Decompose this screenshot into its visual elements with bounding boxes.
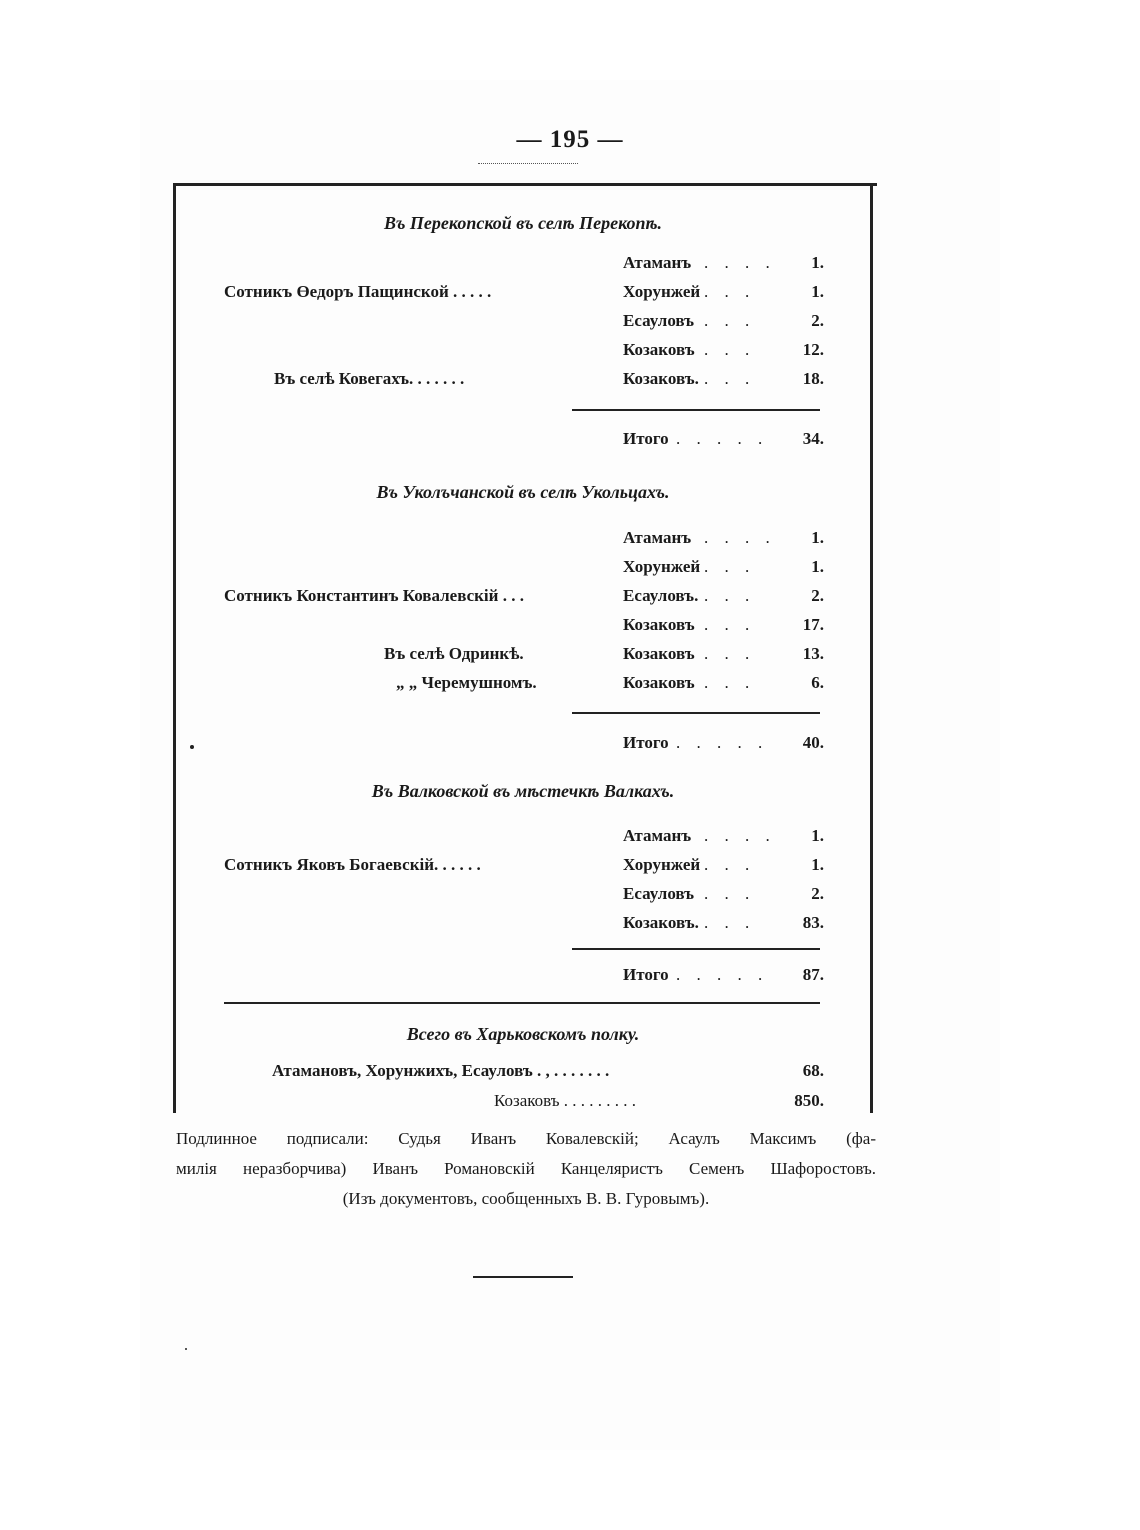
grand-total-officers-label: Атамановъ, Хорунжихъ, Есауловъ . , . . . . . . . xyxy=(272,1061,610,1080)
section-heading: Въ Уколъчанской въ селѣ Укольцахъ. xyxy=(376,482,670,502)
count-value: 1. xyxy=(811,282,824,301)
total-label: Итого xyxy=(623,429,669,448)
leader-dots: . . . . xyxy=(704,528,776,547)
rank-label: Атаманъ xyxy=(623,826,692,845)
rank-label: Козаковъ. xyxy=(623,913,699,932)
rank-label: Козаковъ. xyxy=(623,369,699,388)
count-value: 1. xyxy=(811,855,824,874)
count-value: 1. xyxy=(811,557,824,576)
rank-label: Козаковъ xyxy=(623,340,695,359)
total-value: 87. xyxy=(802,965,824,984)
print-speck xyxy=(185,1348,187,1350)
officer-or-village-label: Сотникъ Яковъ Богаевскій. . . . . . xyxy=(224,855,481,874)
officer-or-village-label: Сотникъ Өедоръ Пащинской . . . . . xyxy=(224,282,492,301)
count-value: 2. xyxy=(811,884,824,903)
count-value: 1. xyxy=(811,528,824,547)
count-value: 6. xyxy=(811,673,824,692)
rank-label: Хорунжей xyxy=(623,855,701,874)
total-value: 40. xyxy=(802,733,824,752)
leader-dots: . . . . xyxy=(704,826,776,845)
leader-dots: . . . xyxy=(704,586,756,605)
leader-dots: . . . . . xyxy=(676,429,768,448)
count-value: 13. xyxy=(802,644,824,663)
rank-label: Есауловъ xyxy=(623,311,695,330)
count-value: 18. xyxy=(802,369,824,388)
page-number-ornament xyxy=(478,155,578,164)
rank-label: Хорунжей xyxy=(623,282,701,301)
leader-dots: . . . xyxy=(704,913,756,932)
leader-dots: . . . xyxy=(704,615,756,634)
total-label: Итого xyxy=(623,965,669,984)
count-value: 1. xyxy=(811,253,824,272)
page-number: — 195 — xyxy=(516,126,624,153)
leader-dots: . . . . . xyxy=(676,733,768,752)
grand-total-cossacks-label: Козаковъ . . . . . . . . . xyxy=(494,1091,637,1110)
print-speck xyxy=(190,745,194,749)
leader-dots: . . . xyxy=(704,644,756,663)
end-rule xyxy=(473,1276,573,1278)
footnote-source: (Изъ документовъ, сообщенныхъ В. В. Гуровымъ). xyxy=(342,1189,710,1208)
count-value: 1. xyxy=(811,826,824,845)
rank-label: Атаманъ xyxy=(623,528,692,547)
grand-total-heading: Всего въ Харьковскомъ полку. xyxy=(406,1024,640,1044)
count-value: 2. xyxy=(811,586,824,605)
rank-label: Козаковъ xyxy=(623,673,695,692)
leader-dots: . . . xyxy=(704,340,756,359)
officer-or-village-label: Сотникъ Константинъ Ковалевскій . . . xyxy=(224,586,524,605)
subtotal-rule xyxy=(572,409,820,411)
footnote-line-2: милія неразборчива) Иванъ Романовскій Канцеляристъ Семенъ Шафоростовъ. xyxy=(176,1159,876,1178)
leader-dots: . . . xyxy=(704,369,756,388)
leader-dots: . . . xyxy=(704,673,756,692)
leader-dots: . . . xyxy=(704,282,756,301)
officer-or-village-label: „ „ Черемушномъ. xyxy=(396,673,537,692)
grand-total-rule xyxy=(224,1002,820,1004)
leader-dots: . . . xyxy=(704,884,756,903)
table-frame-top xyxy=(174,183,877,186)
rank-label: Козаковъ xyxy=(623,644,695,663)
total-value: 34. xyxy=(802,429,824,448)
rank-label: Козаковъ xyxy=(623,615,695,634)
section-heading: Въ Валковской въ мѣстечкѣ Валкахъ. xyxy=(371,781,675,801)
rank-label: Хорунжей xyxy=(623,557,701,576)
leader-dots: . . . xyxy=(704,557,756,576)
rank-label: Есауловъ xyxy=(623,884,695,903)
leader-dots: . . . . . xyxy=(676,965,768,984)
grand-total-officers-value: 68. xyxy=(802,1061,824,1080)
count-value: 17. xyxy=(802,615,824,634)
leader-dots: . . . xyxy=(704,311,756,330)
subtotal-rule xyxy=(572,948,820,950)
count-value: 83. xyxy=(802,913,824,932)
subtotal-rule xyxy=(572,712,820,714)
footnote-line-1: Подлинное подписали: Судья Иванъ Ковалевскій; Асаулъ Максимъ (фа- xyxy=(176,1129,876,1148)
officer-or-village-label: Въ селѣ Одринкѣ. xyxy=(384,644,524,663)
count-value: 12. xyxy=(802,340,824,359)
table-frame-right xyxy=(870,183,873,1113)
section-heading: Въ Перекопской въ селѣ Перекопѣ. xyxy=(383,213,663,233)
count-value: 2. xyxy=(811,311,824,330)
grand-total-cossacks-value: 850. xyxy=(794,1091,824,1110)
table-frame-left xyxy=(173,183,176,1113)
officer-or-village-label: Въ селѣ Ковегахъ. . . . . . . xyxy=(274,369,465,388)
total-label: Итого xyxy=(623,733,669,752)
rank-label: Есауловъ. xyxy=(623,586,699,605)
rank-label: Атаманъ xyxy=(623,253,692,272)
leader-dots: . . . . xyxy=(704,253,776,272)
leader-dots: . . . xyxy=(704,855,756,874)
